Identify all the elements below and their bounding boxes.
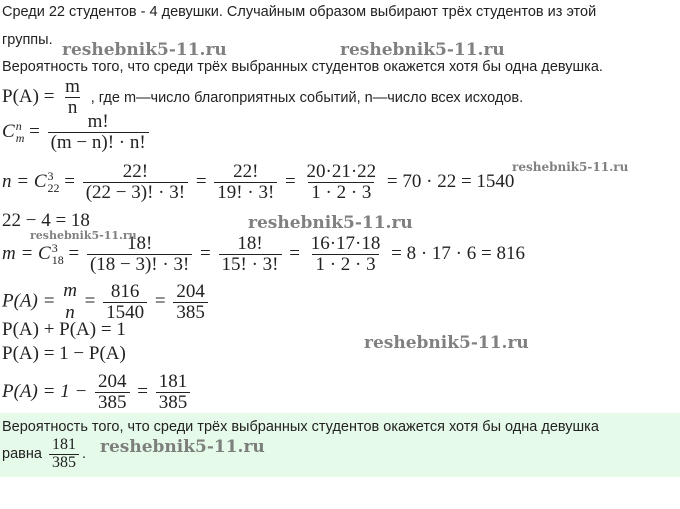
c-num: m! (87, 111, 109, 132)
n-f1-num: 22! (122, 161, 149, 182)
answer-line-2 (2, 437, 86, 472)
n-f2-den: 19! · 3! (214, 182, 277, 203)
answer-suffix: . (81, 446, 86, 463)
m-f1-num: 18! (126, 233, 153, 254)
final-n1: 204 (98, 371, 127, 392)
c-fraction (48, 112, 149, 153)
p-lhs: P(A) = (2, 85, 55, 107)
m-calculation: m = C 3 18 = $\frac{18!}{(18 - 3)! \cdot 3!}$ = $\frac{18!}{15! \cdot 3!}$ = $\frac{16\cdot 17\cdot 18}{1 \cdot 2 \cdot 3}$ = 8 · 17 · 6 = 816 (2, 233, 525, 275)
n-lhs: n = C (2, 170, 47, 192)
m-up: 3 (51, 241, 58, 256)
answer-prefix: равна (2, 446, 42, 463)
final-d2: 385 (156, 392, 191, 413)
answer-line-1: Вероятность того, что среди трёх выбранных студентов окажется хотя бы одна девушка (2, 419, 599, 435)
problem-line-1: Среди 22 студентов - 4 девушки. Случайным образом выбирают трёх студентов из этой (2, 4, 597, 20)
girls-count: 22 − 4 = 18 (2, 210, 90, 231)
pbar-fraction-1 (63, 280, 77, 324)
watermark: reshebnik5-11.ru (62, 40, 227, 60)
n-f2-num: 22! (233, 161, 259, 182)
combination-formula (2, 112, 152, 153)
n-calculation: n = C 3 22 = $\frac{22!}{(22 - 3)! \cdot 3!}$ = $\frac{22!}{19! \cdot 3!}$ = $\frac{20\cdot 21\cdot 22}{1 \cdot 2 \cdot 3}$ = 70 · 22 = 1540 (2, 161, 515, 203)
final-fraction-1 (95, 372, 130, 413)
n-up: 3 (47, 169, 54, 184)
c-low: m (15, 131, 25, 146)
c-up: n (15, 119, 22, 134)
c-symbol: C (2, 120, 15, 142)
c-den: (m − n)! · n! (48, 132, 149, 153)
watermark: reshebnik5-11.ru (100, 437, 265, 457)
final-calculation: P(A) = 1 − $\frac{204}{385}$ = $\frac{181}{385}$ (2, 372, 193, 413)
pbar-n1: m (63, 280, 77, 301)
watermark: reshebnik5-11.ru (512, 160, 629, 174)
pbar-d1: n (65, 302, 75, 323)
pbar-d3: 385 (173, 302, 208, 323)
final-fraction-2 (156, 372, 191, 413)
pbar-d2: 1540 (103, 302, 147, 323)
problem-line-2: группы. (2, 32, 53, 48)
problem-line-3: Вероятность того, что среди трёх выбранных студентов окажется хотя бы одна девушка. (2, 59, 603, 75)
n-f3-num: 20·21·22 (306, 161, 377, 182)
p-num: m (65, 76, 80, 97)
answer-den: 385 (49, 454, 79, 472)
n-result: = 70 · 22 = 1540 (386, 170, 515, 192)
n-fraction-3 (304, 162, 380, 203)
final-d1: 385 (95, 392, 130, 413)
m-result: = 8 · 17 · 6 = 816 (391, 242, 525, 264)
n-fraction-2 (214, 162, 277, 203)
m-lhs: m = C (2, 242, 51, 264)
m-fraction-3 (308, 234, 384, 275)
n-f1-den: (22 − 3)! · 3! (83, 182, 188, 203)
n-fraction-1 (83, 162, 188, 203)
answer-num: 181 (51, 436, 76, 453)
m-f3-num: 16·17·18 (310, 233, 381, 254)
watermark: reshebnik5-11.ru (364, 333, 529, 353)
watermark: reshebnik5-11.ru (340, 40, 505, 60)
pbar-n2: 816 (110, 280, 140, 302)
c-eq: = (29, 120, 40, 142)
pbar-n3: 204 (176, 280, 205, 302)
pbar-fraction-2 (103, 282, 147, 323)
watermark: reshebnik5-11.ru (30, 229, 137, 242)
m-low: 18 (51, 253, 64, 268)
n-f3-den: 1 · 2 · 3 (308, 182, 374, 203)
final-lhs: P(A) = 1 − (2, 380, 88, 402)
final-n2: 181 (158, 371, 188, 392)
m-f3-den: 1 · 2 · 3 (312, 254, 378, 275)
answer-fraction (49, 437, 79, 472)
probability-sum: P(A) + P(A) = 1 (2, 319, 126, 340)
pbar-lhs: P(A) = (2, 290, 56, 312)
pbar-calculation: P(A) = m n = $\frac{816}{1540}$ = $\frac{204}{385}$ (2, 280, 211, 324)
pbar-fraction-3 (173, 282, 208, 323)
watermark: reshebnik5-11.ru (248, 213, 413, 233)
m-f1-den: (18 − 3)! · 3! (87, 254, 192, 275)
m-f2-num: 18! (237, 233, 263, 254)
probability-complement: P(A) = 1 − P(A) (2, 343, 126, 364)
m-fraction-2 (219, 234, 282, 275)
p-description: , где m—число благоприятных событий, n—число всех исходов. (90, 89, 524, 106)
n-low: 22 (47, 181, 60, 196)
p-den: n (65, 97, 81, 118)
m-f2-den: 15! · 3! (219, 254, 282, 275)
